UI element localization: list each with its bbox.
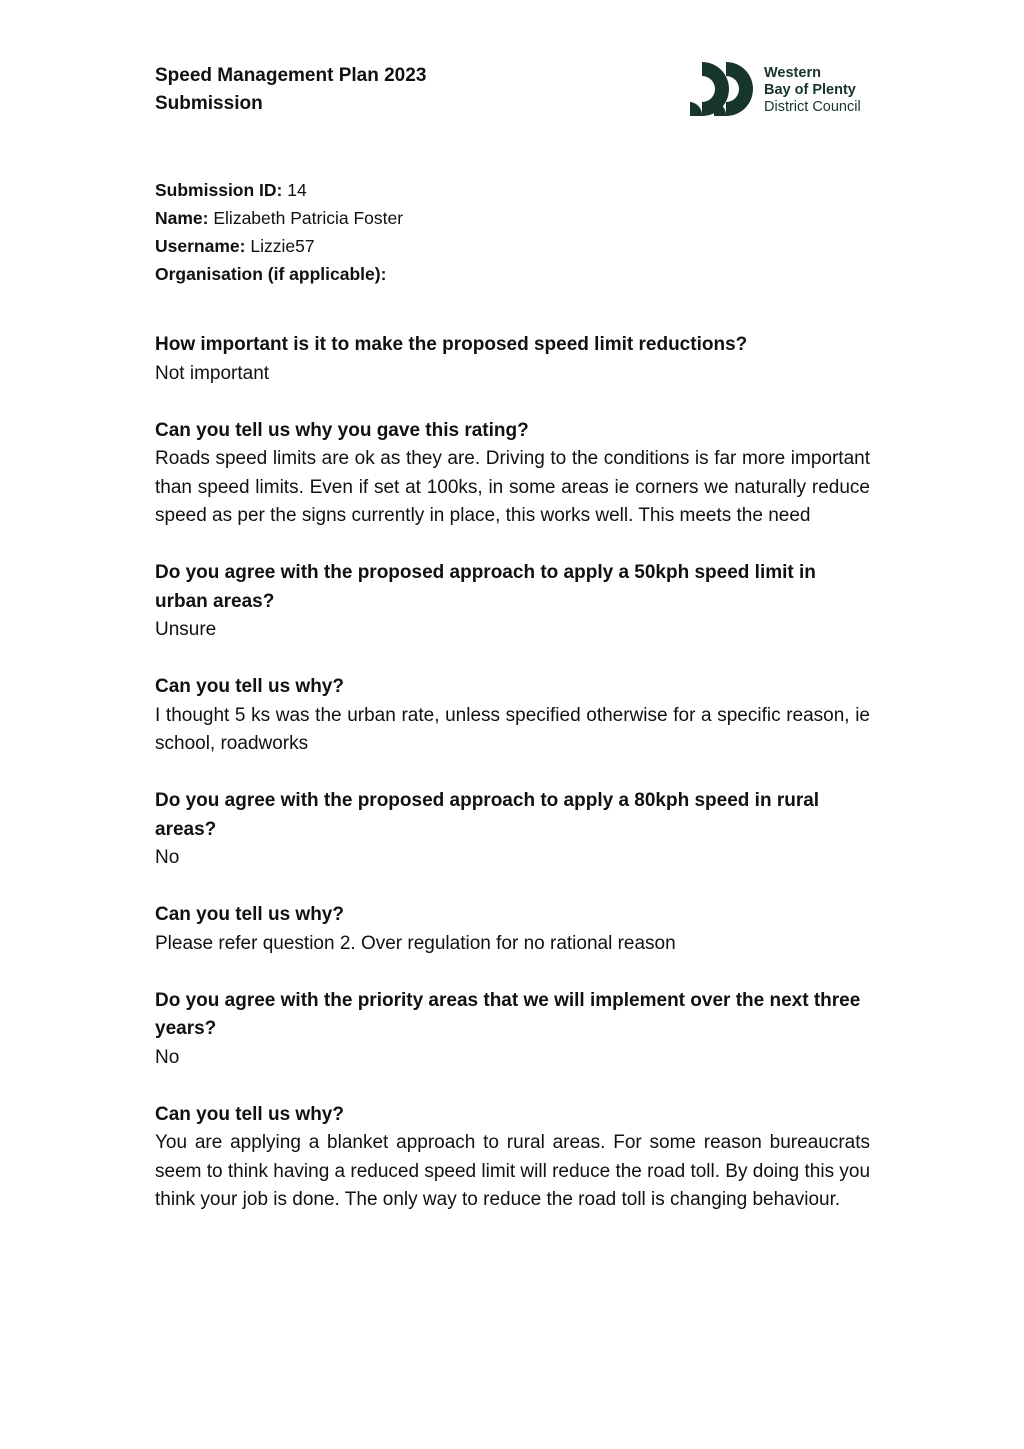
answer-text: Roads speed limits are ok as they are. Driving to the conditions is far more important than speed limits. Even if set at 100ks, in some areas ie corners we naturally reduce speed as per the signs currently in place, this works well. This meets the need [155, 448, 870, 526]
username-row [155, 232, 403, 260]
question-text: Do you agree with the proposed approach to apply a 80kph speed in rural areas? [155, 790, 820, 840]
name-value: Elizabeth Patricia Foster [213, 208, 404, 228]
qa-item [155, 1101, 870, 1215]
question-text: Can you tell us why? [155, 676, 344, 697]
answer-text: You are applying a blanket approach to rural areas. For some reason bureaucrats seem to think having a reduced speed limit will reduce the road toll. By doing this you think your job is done. The only way to reduce the road toll is changing behaviour. [155, 1132, 871, 1210]
qa-item [155, 331, 870, 388]
name-row [155, 204, 403, 232]
logo-line-2: Bay of Plenty [764, 82, 856, 98]
council-logo-text [764, 65, 861, 116]
council-logo [688, 58, 878, 120]
qa-item [155, 787, 870, 873]
qa-item [155, 673, 870, 759]
question-text: How important is it to make the proposed speed limit reductions? [155, 334, 748, 355]
submission-id-value: 14 [287, 180, 307, 200]
answer-text: I thought 5 ks was the urban rate, unless specified otherwise for a specific reason, ie school, roadworks [155, 704, 870, 754]
title-line-2: Submission [155, 93, 263, 114]
answer-text: Not important [155, 362, 270, 384]
organisation-label: Organisation (if applicable): [155, 264, 387, 284]
submission-id-row [155, 176, 403, 204]
logo-line-3: District Council [764, 99, 861, 115]
question-text: Do you agree with the proposed approach to apply a 50kph speed limit in urban areas? [155, 562, 816, 612]
answer-text: Please refer question 2. Over regulation for no rational reason [155, 932, 676, 954]
document-title [155, 62, 426, 118]
qa-item [155, 417, 870, 531]
question-text: Can you tell us why you gave this rating? [155, 419, 529, 441]
qa-item [155, 987, 870, 1073]
council-logo-icon [688, 58, 758, 120]
logo-line-1: Western [764, 65, 821, 81]
qa-item [155, 901, 870, 958]
submission-meta [155, 176, 403, 288]
username-value: Lizzie57 [250, 236, 315, 256]
name-label: Name: [155, 208, 209, 228]
question-text: Can you tell us why? [155, 1103, 344, 1125]
answer-text: No [155, 1046, 180, 1068]
qa-item [155, 559, 870, 645]
organisation-row [155, 260, 403, 288]
question-text: Do you agree with the priority areas that we will implement over the next three years? [155, 989, 861, 1039]
answer-text: Unsure [155, 619, 217, 640]
question-text: Can you tell us why? [155, 904, 344, 925]
submission-id-label: Submission ID: [155, 180, 283, 200]
username-label: Username: [155, 236, 246, 256]
answer-text: No [155, 847, 180, 868]
questions-list [155, 331, 870, 1243]
title-line-1: Speed Management Plan 2023 [155, 65, 427, 86]
